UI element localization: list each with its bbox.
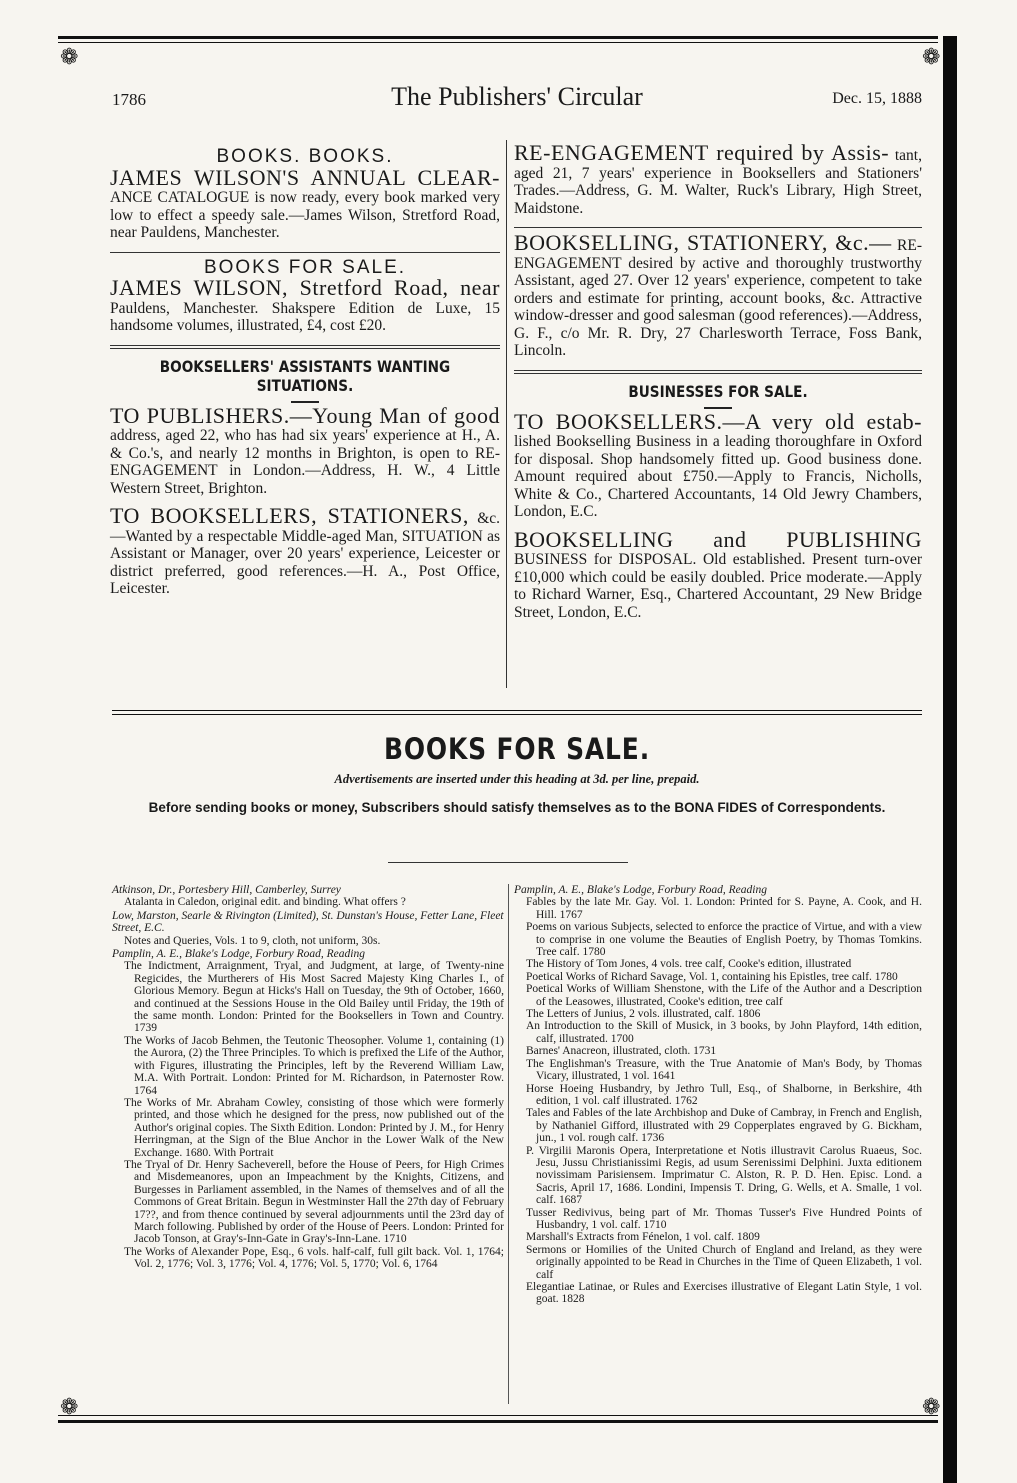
advertisement: [110, 275, 500, 335]
advertisement: [110, 503, 500, 598]
book-listing: The Englishman's Treasure, with the True Anatomie of Man's Body, by Thomas Vicary, illustrated, 1 vol. 1641: [526, 1057, 922, 1083]
advertisement: [110, 164, 500, 242]
book-listing: Tales and Fables of the late Archbishop and Duke of Cambray, in French and English, by Nathaniel Gifford, illustrated with 29 Copperplates engraved by G. Bickham, jun., 1 vol. rough calf. 1736: [526, 1107, 922, 1145]
book-listing: The History of Tom Jones, 4 vols. tree calf, Cooke's edition, illustrated: [526, 958, 852, 971]
ornament-icon: ❁: [922, 44, 941, 69]
advertisement: [514, 526, 922, 622]
book-listing: Atalanta in Caledon, original edit. and binding. What offers ?: [124, 896, 406, 909]
listing-entry: [112, 910, 504, 947]
listing-entry: [112, 884, 504, 909]
ornament-icon: ❁: [60, 44, 79, 69]
page-header: [112, 82, 922, 114]
book-listing: The Works of Alexander Pope, Esq., 6 vols. half-calf, full gilt back. Vol. 1, 1764; Vol. 2, 1776; Vol. 3, 1776; Vol. 4, 1776; Vol. 5, 1770; Vol. 6, 1764: [124, 1245, 504, 1271]
book-listing: Horse Hoeing Husbandry, by Jethro Tull, Esq., of Shalborne, in Berkshire, 4th edition, 1 vol. calf illustrated. 1762: [526, 1082, 922, 1107]
section-heading: BUSINESSES FOR SALE.: [628, 381, 808, 401]
book-listing: Sermons or Homilies of the United Church of England and Ireland, as they were originally appointed to be Read in Churches in the Time of Queen Elizabeth, 1 vol. calf: [526, 1243, 922, 1281]
ad-body: lished Bookselling Business in a leading thoroughfare in Oxford for disposal. Shop handsomely fitted up. Good business done. Amount required about £750.—Apply to Francis, Nicholls, White & Co., Chartered Accountants, 14 Old Jewry Chambers, London, E.C.: [514, 433, 922, 520]
book-listing: P. Virgilii Maronis Opera, Interpretatione et Notis illustravit Carolus Ruaeus, Soc. Jesu, Jussu Christianissimi Regis, ad usum Serenissimi Delphini. Juxta editionem novissimam Parisiensem. Imprimatur C. Alston, R. P. D. Hen. Episc. Lond. a Sacris, April 17, 1686. Londini, Impensis T. Dring, G. Wells, et A. Smalle, 1 vol. calf. 1687: [526, 1144, 922, 1207]
bottom-border-inner: [58, 1415, 938, 1416]
advertisement: [514, 140, 922, 217]
book-listing: Notes and Queries, Vols. 1 to 9, cloth, not uniform, 30s.: [124, 934, 381, 947]
section-heading: BOOKSELLERS' ASSISTANTS WANTING SITUATIONS.: [159, 356, 451, 395]
ad-lead: JAMES WILSON'S ANNUAL CLEAR-: [110, 164, 500, 190]
bookseller-name: Pamplin, A. E., Blake's Lodge, Forbury Road, Reading: [514, 884, 767, 896]
book-listing: Tusser Redivivus, being part of Mr. Thomas Tusser's Five Hundred Points of Husbandry, 1 vol. calf. 1710: [526, 1206, 922, 1231]
ad-lead: JAMES WILSON, Stretford Road, near: [110, 275, 500, 300]
publication-title: The Publishers' Circular: [391, 82, 643, 111]
advertisement: [514, 230, 923, 360]
listing-entry: [514, 884, 922, 1306]
book-listing: Fables by the late Mr. Gay. Vol. 1. London: Printed for S. Payne, A. Cook, and H. Hill. 1767: [526, 896, 922, 921]
ad-heading: BOOKS FOR SALE.: [203, 256, 407, 278]
top-border-inner: [58, 42, 938, 43]
listing-column-divider: [508, 884, 509, 1404]
bottom-border: [58, 1420, 938, 1423]
page-number: 1786: [112, 90, 146, 109]
listings-right: [514, 884, 922, 1307]
ad-lead: TO PUBLISHERS.—Young Man of good: [110, 402, 500, 428]
banner-warning: Before sending books or money, Subscribers should satisfy themselves as to the BONA FIDES of Correspondents.: [148, 800, 886, 815]
double-rule: [110, 345, 500, 349]
book-listing: The Indictment, Arraignment, Tryal, and Judgment, at large, of Twenty-nine Regicides, the Murtherers of His Most Sacred Majesty King Charles I., of Glorious Memory. Begun at Hicks's Hall on Tuesday, the 9th of October, 1660, and continued at the Sessions House in the Old Bailey until Friday, the 19th of the same month. London: Printed for the Booksellers in Town and Country. 1739: [124, 960, 504, 1035]
left-column: [110, 144, 500, 608]
book-listing: Poems on various Subjects, selected to enforce the practice of Virtue, and with a view to comprise in one volume the Beauties of English Poetry, by Thomas Tomkins. Tree calf. 1780: [526, 921, 922, 959]
divider-rule: [110, 252, 500, 253]
book-listing: The Works of Mr. Abraham Cowley, consisting of those which were formerly printed, and those which he designed for the press, now published out of the Author's original copies. The Sixth Edition. London: Printed by J. M., for Henry Herringman, at the Sign of the Blue Anchor in the Lower Walk of the New Exchange. 1680. With Portrait: [124, 1096, 504, 1159]
bookseller-name: Atkinson, Dr., Portesbery Hill, Camberley, Surrey: [112, 884, 341, 896]
book-listing: Barnes' Anacreon, illustrated, cloth. 1731: [526, 1045, 717, 1058]
ornament-icon: ❁: [60, 1394, 79, 1419]
ad-body: address, aged 22, who has had six years' experience at H., A. & Co.'s, and nearly 12 months in Brighton, is open to RE-ENGAGEMENT in London.—Address, H. W., 4 Little Western Street, Brighton.: [110, 427, 500, 497]
page-edge-bar: [943, 36, 957, 1483]
bookseller-name: Low, Marston, Searle & Rivington (Limited), St. Dunstan's House, Fetter Lane, Fleet Street, E.C.: [112, 909, 504, 935]
ad-lead: BOOKSELLING and PUBLISHING: [514, 526, 922, 552]
book-listing: The Letters of Junius, 2 vols. illustrated, calf. 1806: [526, 1008, 761, 1021]
book-listing: The Tryal of Dr. Henry Sacheverell, before the House of Peers, for High Crimes and Misdemeanores, upon an Impeachment by the Knights, Citizens, and Burgesses in Parliament assembled, in the Names of themselves and of all the Commons of Great Britain. Begun in Westminster Hall the 27th day of February 17??, and from thence continued by several adjournments until the 23rd day of March following. Published by order of the House of Peers. London: Printed for Jacob Tonson, at Gray's-Inn-Gate in Gray's-Inn-Lane. 1710: [124, 1158, 504, 1246]
book-listing: Elegantiae Latinae, or Rules and Exercises illustrative of Elegant Latin Style, 1 vol. goat. 1828: [526, 1281, 922, 1306]
ad-lead: TO BOOKSELLERS, STATIONERS,: [110, 503, 469, 528]
short-divider: [388, 862, 628, 863]
ad-lead: TO BOOKSELLERS.—A very old estab-: [514, 408, 922, 434]
book-listing: The Works of Jacob Behmen, the Teutonic Theosopher. Volume 1, containing (1) the Aurora, (2) the Three Principles. To which is prefixed the Life of the Author, with Figures, illustrating the Principles, left by the Reverend William Law, M.A. With Portrait. London: Printed for M. Richardson, in Paternoster Row. 1764: [124, 1034, 504, 1097]
books-for-sale-banner: [112, 732, 922, 816]
ad-body: &c.—Wanted by a respectable Middle-aged Man, SITUATION as Assistant or Manager, over 20 years' experience, Leicester or district preferred, good references.—H. A., Post Office, Leicester.: [110, 510, 500, 597]
double-rule: [514, 370, 922, 374]
ad-lead: BOOKSELLING, STATIONERY, &c.—: [514, 230, 892, 255]
ad-body: BUSINESS for DISPOSAL. Old established. Present turn-over £10,000 which could be easily doubled. Price moderate.—Apply to Richard Warner, Esq., Chartered Accountant, 29 New Bridge Street, London, E.C.: [514, 551, 922, 621]
section-divider: [112, 710, 922, 715]
advertisement: [110, 402, 500, 498]
listing-entry: [112, 948, 504, 1271]
book-listing: An Introduction to the Skill of Musick, in 3 books, by John Playford, 14th edition, calf, illustrated. 1700: [526, 1020, 922, 1045]
column-divider: [506, 140, 507, 688]
right-column: [514, 140, 923, 631]
top-border: [58, 36, 938, 39]
ad-body: tant, aged 21, 7 years' experience in Booksellers and Stationers' Trades.—Address, G. M. Walter, Ruck's Library, High Street, Maidstone.: [514, 147, 922, 217]
advertisement: [514, 408, 922, 521]
ad-body: Pauldens, Manchester. Shakspere Edition de Luxe, 15 handsome volumes, illustrated, £4, cost £20.: [110, 299, 500, 334]
ad-lead: RE-ENGAGEMENT required by Assis-: [514, 140, 890, 165]
book-listing: Poetical Works of Richard Savage, Vol. 1, containing his Epistles, tree calf. 1780: [526, 970, 898, 983]
ornament-icon: ❁: [922, 1394, 941, 1419]
ad-heading: BOOKS. BOOKS.: [216, 146, 394, 167]
divider-rule: [514, 227, 922, 228]
listings-left: [112, 884, 504, 1272]
book-listing: Marshall's Extracts from Fénelon, 1 vol. calf. 1809: [526, 1231, 760, 1244]
ad-body: RE-ENGAGEMENT desired by active and thoroughly trustworthy Assistant, aged 27. Over 12 years' experience, competent to take orders and estimate for printing, account books, &c. Attractive window-dresser and good salesman (good references).—Address, G. F., c/o Mr. R. Dry, 27 Charlesworth Terrace, Foss Bank, Lincoln.: [514, 237, 923, 359]
banner-subtitle: Advertisements are inserted under this heading at 3d. per line, prepaid.: [334, 772, 700, 786]
bookseller-name: Pamplin, A. E., Blake's Lodge, Forbury Road, Reading: [112, 948, 365, 961]
book-listing: Poetical Works of William Shenstone, with the Life of the Author and a Description of the Leasowes, illustrated, Cooke's edition, tree calf: [526, 983, 922, 1008]
banner-title: BOOKS FOR SALE.: [383, 732, 651, 766]
ad-body: ANCE CATALOGUE is now ready, every book marked very low to effect a speedy sale.—James Wilson, Stretford Road, near Pauldens, Manchester.: [110, 189, 500, 241]
issue-date: Dec. 15, 1888: [832, 90, 922, 107]
